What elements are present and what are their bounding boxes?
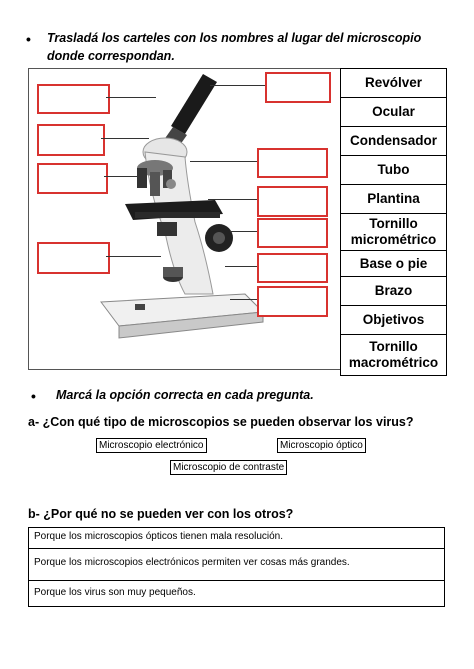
question-a: a- ¿Con qué tipo de microscopios se pueden observar los virus? bbox=[28, 415, 414, 429]
answer-list bbox=[28, 527, 445, 607]
word-card[interactable]: Tubo bbox=[341, 156, 447, 185]
label-slot-1[interactable] bbox=[37, 84, 110, 114]
word-card[interactable]: Tornillo macrométrico bbox=[341, 335, 447, 376]
word-card[interactable]: Brazo bbox=[341, 277, 447, 306]
leader-line bbox=[225, 266, 257, 267]
instruction-1 bbox=[26, 31, 31, 47]
instruction-1-line-1: Trasladá los carteles con los nombres al lugar del microscopio bbox=[47, 31, 422, 45]
bullet-icon: • bbox=[31, 388, 36, 404]
label-slot-5[interactable] bbox=[265, 72, 331, 103]
word-card[interactable]: Objetivos bbox=[341, 306, 447, 335]
option-a-2[interactable]: Microscopio óptico bbox=[277, 438, 366, 453]
leader-line bbox=[106, 256, 161, 257]
leader-line bbox=[104, 176, 144, 177]
microscope-illustration bbox=[95, 72, 270, 350]
word-card[interactable]: Base o pie bbox=[341, 251, 447, 277]
instruction-2 bbox=[31, 388, 36, 404]
label-slot-6[interactable] bbox=[257, 148, 328, 178]
label-slot-2[interactable] bbox=[37, 124, 105, 156]
leader-line bbox=[101, 138, 149, 139]
leader-line bbox=[230, 231, 257, 232]
leader-line bbox=[210, 85, 265, 86]
label-slot-9[interactable] bbox=[257, 253, 328, 283]
instruction-1-line-2: donde correspondan. bbox=[47, 49, 175, 63]
word-bank bbox=[340, 68, 447, 376]
leader-line bbox=[208, 199, 257, 200]
word-card[interactable]: Condensador bbox=[341, 127, 447, 156]
instruction-2-text: Marcá la opción correcta en cada pregunta. bbox=[56, 388, 314, 402]
word-card[interactable]: Ocular bbox=[341, 98, 447, 127]
label-slot-3[interactable] bbox=[37, 163, 108, 194]
label-slot-8[interactable] bbox=[257, 218, 328, 248]
label-slot-7[interactable] bbox=[257, 186, 328, 217]
word-card[interactable]: Plantina bbox=[341, 185, 447, 214]
word-card[interactable]: Revólver bbox=[341, 69, 447, 98]
option-b-1[interactable]: Porque los microscopios ópticos tienen mala resolución. bbox=[29, 528, 445, 549]
question-b: b- ¿Por qué no se pueden ver con los otros? bbox=[28, 507, 294, 521]
word-card[interactable]: Tornillo micrométrico bbox=[341, 214, 447, 251]
leader-line bbox=[106, 97, 156, 98]
leader-line bbox=[190, 161, 257, 162]
option-a-3[interactable]: Microscopio de contraste bbox=[170, 460, 287, 475]
leader-line bbox=[230, 299, 257, 300]
option-b-3[interactable]: Porque los virus son muy pequeños. bbox=[29, 581, 445, 607]
label-slot-10[interactable] bbox=[257, 286, 328, 317]
option-a-1[interactable]: Microscopio electrónico bbox=[96, 438, 207, 453]
option-b-2[interactable]: Porque los microscopios electrónicos permiten ver cosas más grandes. bbox=[29, 549, 445, 581]
bullet-icon: • bbox=[26, 31, 31, 47]
label-slot-4[interactable] bbox=[37, 242, 110, 274]
